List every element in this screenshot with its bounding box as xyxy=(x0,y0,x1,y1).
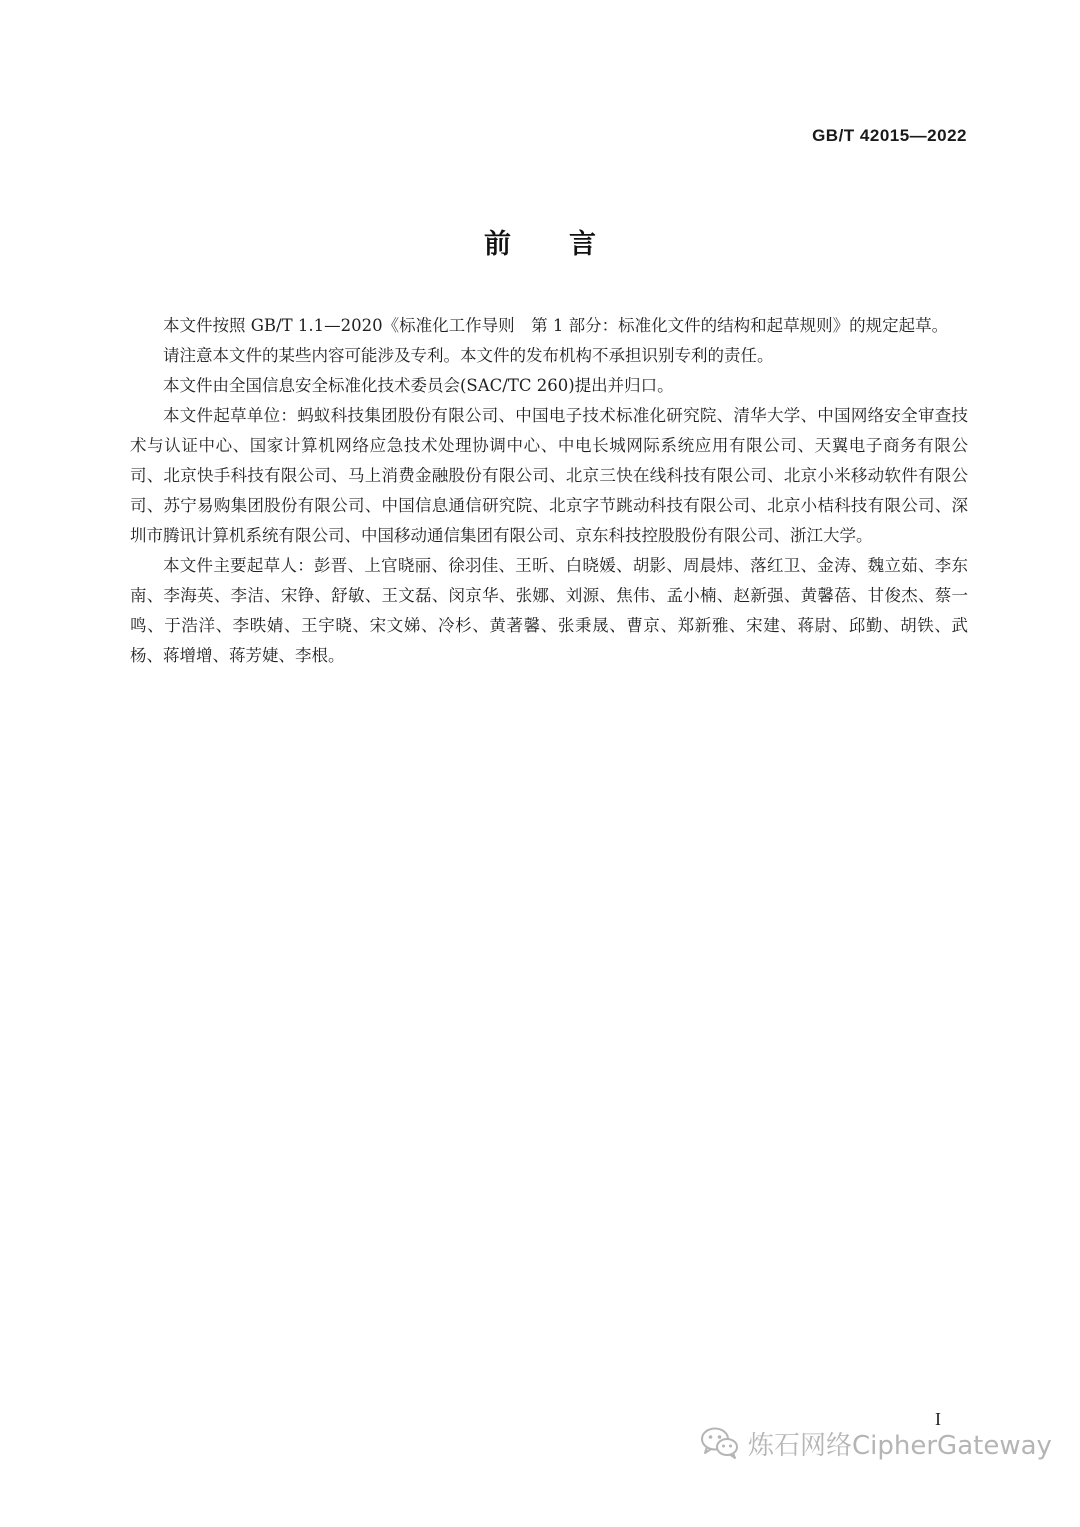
wechat-icon xyxy=(700,1426,740,1460)
paragraph-drafting-units: 本文件起草单位：蚂蚁科技集团股份有限公司、中国电子技术标准化研究院、清华大学、中国网络安全审查技术与认证中心、国家计算机网络应急技术处理协调中心、中电长城网际系统应用有限公司、天翼电子商务有限公司、北京快手科技有限公司、马上消费金融股份有限公司、北京三快在线科技有限公司、北京小米移动软件有限公司、苏宁易购集团股份有限公司、中国信息通信研究院、北京字节跳动科技有限公司、北京小桔科技有限公司、深圳市腾讯计算机系统有限公司、中国移动通信集团有限公司、京东科技控股股份有限公司、浙江大学。 xyxy=(130,406,968,545)
page-title: 前言 xyxy=(484,229,654,260)
standard-number: GB/T 42015—2022 xyxy=(812,126,967,145)
paragraph-patent-notice: 请注意本文件的某些内容可能涉及专利。本文件的发布机构不承担识别专利的责任。 xyxy=(163,346,774,365)
watermark xyxy=(700,1422,1060,1464)
watermark-text: 炼石网络CipherGateway xyxy=(748,1430,1052,1461)
paragraph-proposer: 本文件由全国信息安全标准化技术委员会(SAC/TC 260)提出并归口。 xyxy=(163,376,674,395)
paragraph-drafters: 本文件主要起草人：彭晋、上官晓丽、徐羽佳、王昕、白晓媛、胡影、周晨炜、落红卫、金涛、魏立茹、李东南、李海英、李洁、宋铮、舒敏、王文磊、闵京华、张娜、刘源、焦伟、孟小楠、赵新强、黄馨蓓、甘俊杰、蔡一鸣、于浩洋、李昳婧、王宇晓、宋文娣、冷杉、黄著馨、张秉晟、曹京、郑新雅、宋建、蒋尉、邱勤、胡铁、武杨、蒋增增、蒋芳婕、李根。 xyxy=(130,556,968,665)
foreword-body xyxy=(130,311,968,671)
page-number: I xyxy=(935,1409,941,1429)
paragraph-drafting-rules: 本文件按照 GB/T 1.1—2020《标准化工作导则 第 1 部分：标准化文件的结构和起草规则》的规定起草。 xyxy=(163,316,949,335)
